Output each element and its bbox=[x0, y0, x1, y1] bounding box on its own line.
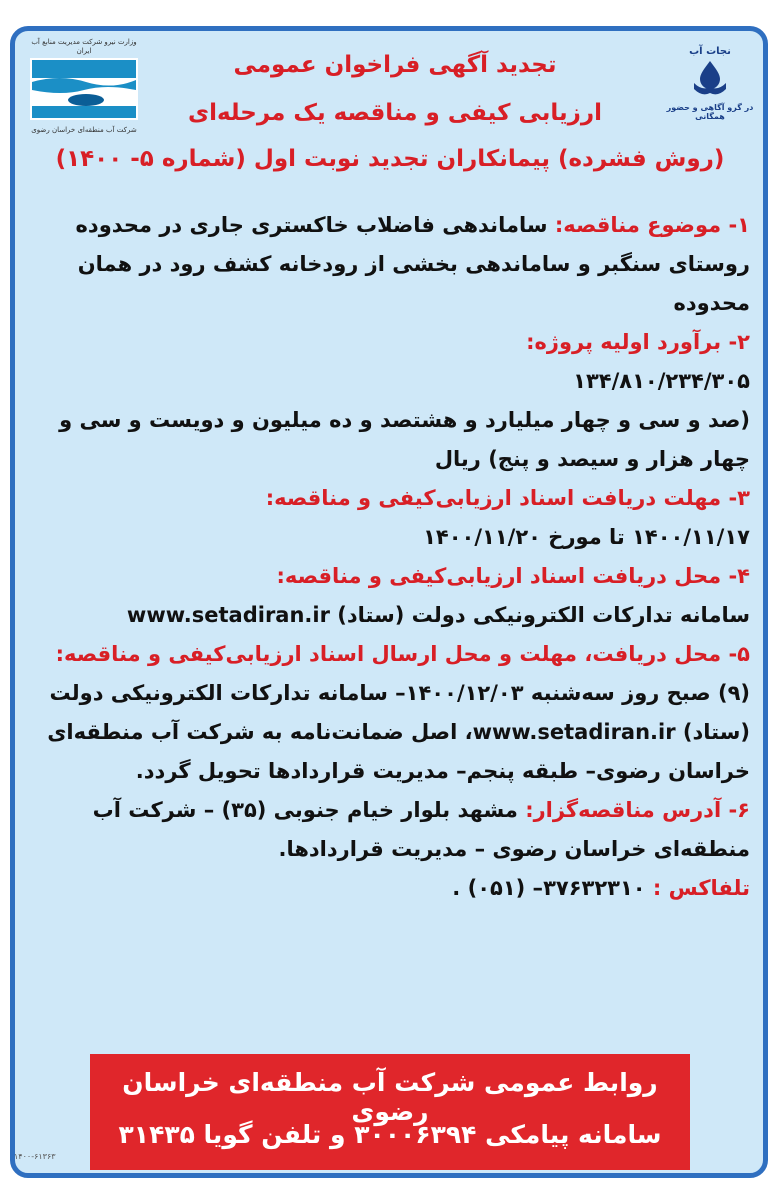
banner-line1: روابط عمومی شرکت آب منطقه‌ای خراسان رضوی bbox=[122, 1068, 658, 1126]
section-4-label: محل دریافت اسناد ارزیابی‌کیفی و مناقصه: bbox=[276, 564, 722, 588]
logo-left-caption-top: وزارت نیرو شرکت مدیریت منابع آب ایران bbox=[31, 38, 137, 55]
fax-line bbox=[30, 869, 750, 908]
section-2 bbox=[30, 323, 750, 362]
section-3 bbox=[30, 479, 750, 518]
section-6-number: ۶- bbox=[728, 798, 750, 822]
fax-number: ۳۷۶۳۲۳۱۰– (۰۵۱) . bbox=[452, 876, 646, 900]
section-1-number: ۱- bbox=[728, 213, 750, 237]
section-6-label: آدرس مناقصه‌گزار: bbox=[525, 798, 722, 822]
section-3-label: مهلت دریافت اسناد ارزیابی‌کیفی و مناقصه: bbox=[265, 486, 722, 510]
section-4-number: ۴- bbox=[728, 564, 750, 588]
ad-serial-number: ۱۴۰۰-۶۱۳۶۳ bbox=[14, 1152, 56, 1161]
section-1 bbox=[30, 206, 750, 323]
notice-title-line1: تجدید آگهی فراخوان عمومی bbox=[233, 52, 557, 78]
section-1-text: ساماندهی فاضلاب خاکستری جاری در محدوده روستای سنگبر و ساماندهی بخشی از رودخانه کشف رود در همان محدوده bbox=[75, 213, 750, 315]
section-4-location bbox=[30, 596, 750, 635]
logo-right-brand: نجات آب bbox=[689, 46, 731, 57]
section-5-text-b: ، اصل ضمانت‌نامه به شرکت آب منطقه‌ای خراسان رضوی– طبقه پنجم– مدیریت قراردادها تحویل گردد. bbox=[47, 720, 750, 783]
section-2-label: برآورد اولیه پروژه: bbox=[526, 330, 722, 354]
section-2-number: ۲- bbox=[728, 330, 750, 354]
logo-right-tagline: در گرو آگاهی و حضور همگانی bbox=[666, 103, 754, 121]
banner-line2: سامانه پیامکی ۳۰۰۰۶۳۹۴ و تلفن گویا ۳۱۴۳۵ bbox=[118, 1120, 662, 1149]
section-2-amount: ۱۳۴/۸۱۰/۲۳۴/۳۰۵ bbox=[573, 369, 750, 393]
section-4 bbox=[30, 557, 750, 596]
section-5 bbox=[30, 635, 750, 674]
setad-link-2[interactable]: www.setadiran.ir bbox=[472, 720, 676, 744]
section-3-dates: ۱۴۰۰/۱۱/۱۷ تا مورخ ۱۴۰۰/۱۱/۲۰ bbox=[423, 525, 750, 549]
section-5-details bbox=[30, 674, 750, 791]
section-1-label: موضوع مناقصه: bbox=[554, 213, 722, 237]
section-5-text-a: (۹) صبح روز سه‌شنبه ۱۴۰۰/۱۲/۰۳– سامانه تدارکات الکترونیکی دولت (ستاد) bbox=[49, 681, 750, 744]
logo-left-caption-bottom: شرکت آب منطقه‌ای خراسان رضوی bbox=[31, 126, 137, 134]
public-relations-banner bbox=[90, 1054, 690, 1170]
fax-label: تلفاکس : bbox=[652, 876, 750, 900]
notice-title-line3: (روش فشرده) پیمانکاران تجدید نوبت اول (شماره ۵- ۱۴۰۰) bbox=[55, 146, 725, 172]
section-4-text: سامانه تدارکات الکترونیکی دولت (ستاد) bbox=[337, 603, 750, 627]
section-6-text: مشهد بلوار خیام جنوبی (۳۵) – شرکت آب منطقه‌ای خراسان رضوی – مدیریت قراردادها. bbox=[92, 798, 750, 861]
notice-body bbox=[30, 206, 750, 908]
section-3-number: ۳- bbox=[728, 486, 750, 510]
water-drop-hands-icon bbox=[690, 57, 730, 97]
regional-water-company-logo bbox=[26, 38, 142, 138]
notice-title-line2: ارزیابی کیفی و مناقصه یک مرحله‌ای bbox=[187, 100, 602, 126]
section-5-label: محل دریافت، مهلت و محل ارسال اسناد ارزیابی‌کیفی و مناقصه: bbox=[55, 642, 722, 666]
section-6 bbox=[30, 791, 750, 869]
section-5-number: ۵- bbox=[728, 642, 750, 666]
section-2-amount-words: (صد و سی و چهار میلیارد و هشتصد و ده میلیون و دویست و سی و چهار هزار و سیصد و پنج) ریال bbox=[59, 408, 750, 471]
save-water-logo bbox=[664, 46, 756, 136]
setad-link[interactable]: www.setadiran.ir bbox=[126, 603, 330, 627]
water-waves-icon bbox=[26, 56, 142, 122]
